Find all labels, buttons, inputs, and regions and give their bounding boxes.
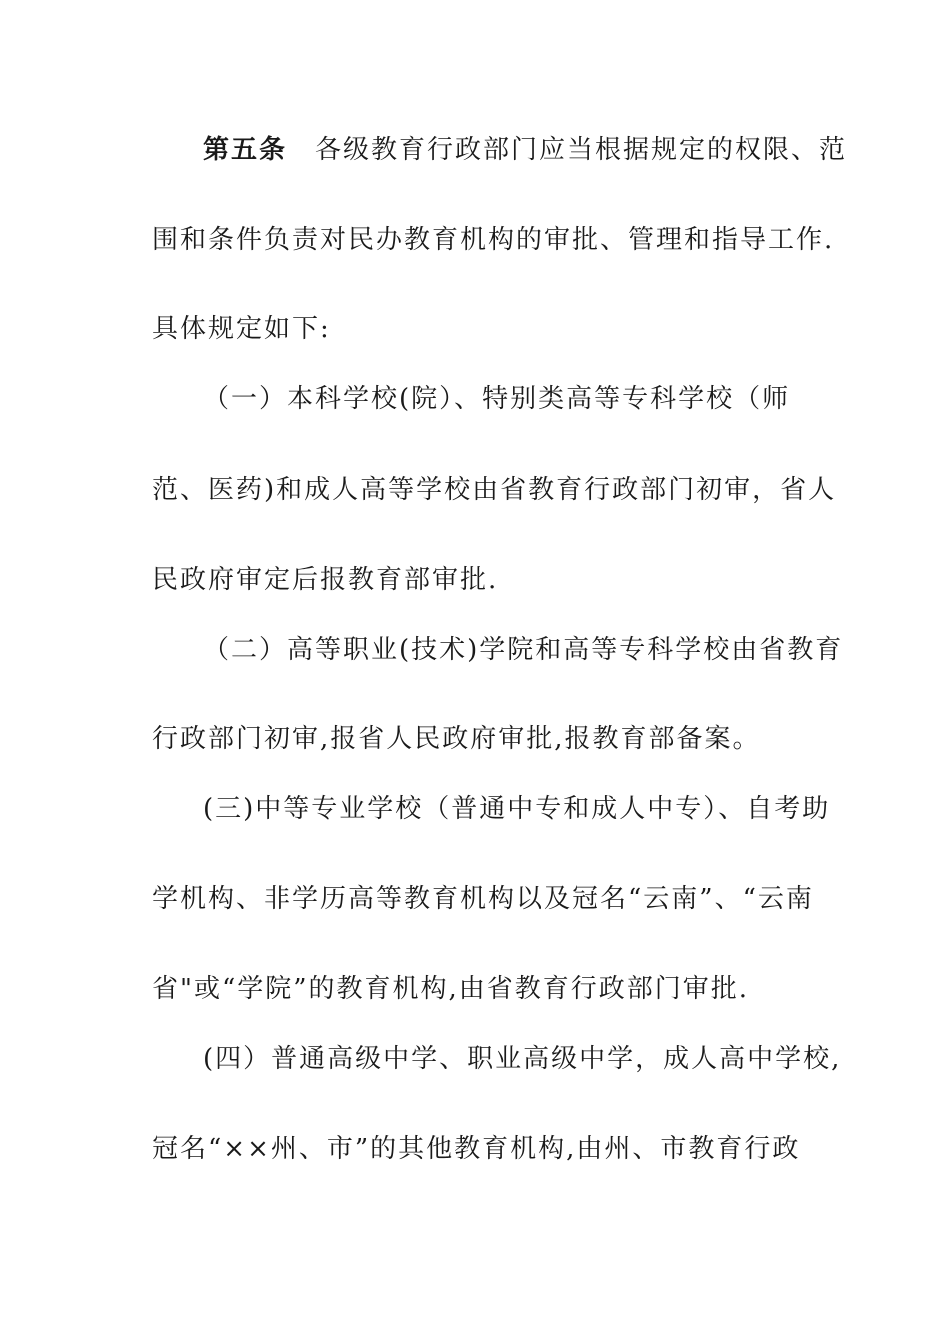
paragraph-line: 行政部门初审,报省人民政府审批,报教育部备案。	[152, 724, 761, 754]
paragraph-line: 范、医药)和成人高等学校由省教育行政部门初审，省人	[152, 475, 837, 505]
paragraph-line: （一）本科学校(院）、特别类高等专科学校（师	[203, 384, 791, 414]
paragraph-line: （二）高等职业(技术)学院和高等专科学校由省教育	[203, 635, 844, 665]
paragraph-line: 民政府审定后报教育部审批.	[152, 565, 499, 595]
paragraph-line: 省"或“学院”的教育机构,由省教育行政部门审批.	[152, 974, 750, 1004]
article-heading: 第五条	[203, 135, 288, 165]
article-first-line	[203, 133, 848, 167]
paragraph-line: (三)中等专业学校（普通中专和成人中专）、自考助	[203, 794, 831, 824]
paragraph-line: (四）普通高级中学、职业高级中学，成人高中学校,	[203, 1044, 842, 1074]
paragraph-line: 具体规定如下:	[152, 314, 331, 344]
paragraph-line: 围和条件负责对民办教育机构的审批、管理和指导工作.	[152, 225, 835, 255]
paragraph-line: 冠名“××州、市”的其他教育机构,由州、市教育行政	[152, 1134, 801, 1164]
paragraph-line: 各级教育行政部门应当根据规定的权限、范	[315, 135, 848, 165]
paragraph-line: 学机构、非学历高等教育机构以及冠名“云南”、“云南	[152, 884, 814, 914]
